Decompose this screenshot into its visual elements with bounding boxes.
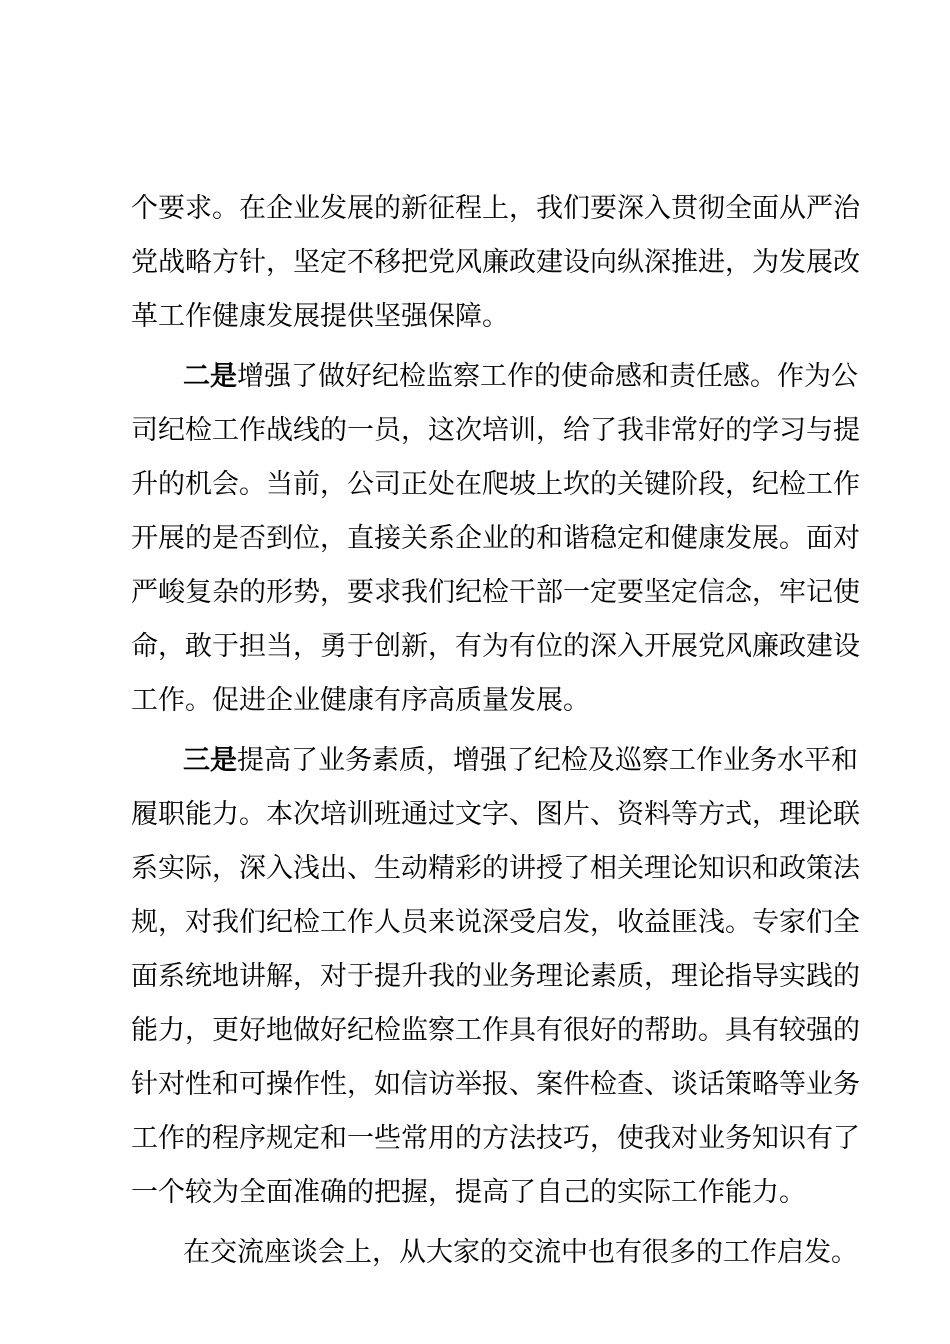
paragraph-3-line-9: 一个较为全面准确的把握，提高了自己的实际工作能力。 <box>131 1177 806 1208</box>
paragraph-2-lead: 二是 <box>183 361 237 392</box>
paragraph-3-line-2: 履职能力。本次培训班通过文字、图片、资料等方式，理论联 <box>131 799 860 830</box>
paragraph-2-line-1 <box>183 350 858 404</box>
paragraph-3-line-4: 规，对我们纪检工作人员来说深受启发，收益匪浅。专家们全 <box>131 907 860 938</box>
paragraph-2-line-1-text: 增强了做好纪检监察工作的使命感和责任感。作为公 <box>237 361 858 392</box>
paragraph-3-line-3: 系实际，深入浅出、生动精彩的讲授了相关理论知识和政策法 <box>131 853 860 884</box>
paragraph-2-line-6: 命，敢于担当，勇于创新，有为有位的深入开展党风廉政建设 <box>131 631 860 662</box>
paragraph-3-line-6: 能力，更好地做好纪检监察工作具有很好的帮助。具有较强的 <box>131 1015 860 1046</box>
paragraph-3-line-7: 针对性和可操作性，如信访举报、案件检查、谈话策略等业务 <box>131 1069 860 1100</box>
paragraph-1-line-1: 个要求。在企业发展的新征程上，我们要深入贯彻全面从严治 <box>131 193 860 224</box>
paragraph-3-line-5: 面系统地讲解，对于提升我的业务理论素质，理论指导实践的 <box>131 961 860 992</box>
paragraph-3-lead: 三是 <box>183 745 237 776</box>
paragraph-2-line-7: 工作。促进企业健康有序高质量发展。 <box>131 685 590 716</box>
paragraph-3-line-1-text: 提高了业务素质，增强了纪检及巡察工作业务水平和 <box>237 745 858 776</box>
paragraph-1-line-3: 革工作健康发展提供坚强保障。 <box>131 301 509 332</box>
paragraph-2-line-2: 司纪检工作战线的一员，这次培训，给了我非常好的学习与提 <box>131 415 860 446</box>
paragraph-3-line-8: 工作的程序规定和一些常用的方法技巧，使我对业务知识有了 <box>131 1123 860 1154</box>
paragraph-2-line-3: 升的机会。当前，公司正处在爬坡上坎的关键阶段，纪检工作 <box>131 469 860 500</box>
paragraph-3-line-1 <box>183 734 858 788</box>
paragraph-2-line-5: 严峻复杂的形势，要求我们纪检干部一定要坚定信念，牢记使 <box>131 577 860 608</box>
paragraph-4-line-1: 在交流座谈会上，从大家的交流中也有很多的工作启发。 <box>183 1237 858 1268</box>
paragraph-2-line-4: 开展的是否到位，直接关系企业的和谐稳定和健康发展。面对 <box>131 523 860 554</box>
paragraph-1-line-2: 党战略方针，坚定不移把党风廉政建设向纵深推进，为发展改 <box>131 247 860 278</box>
